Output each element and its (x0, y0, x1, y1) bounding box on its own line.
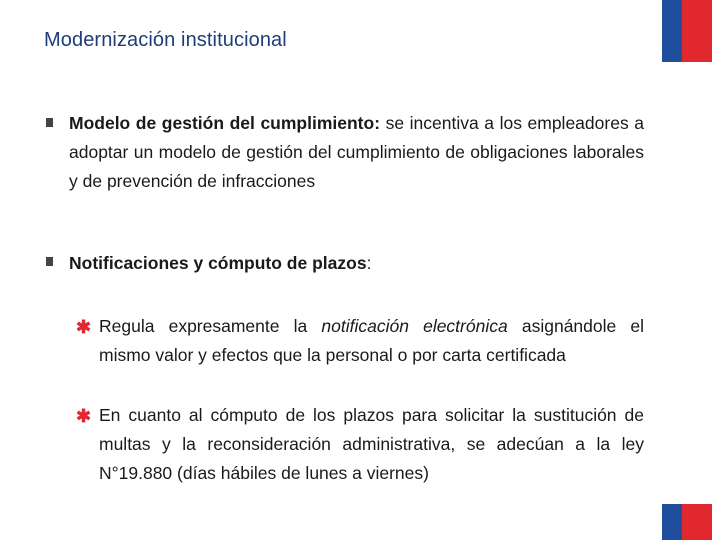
subbullet-1-after: asignándole el mismo valor y efectos que la personal o por carta certificada (99, 316, 645, 365)
flag-logo-bottom (662, 504, 712, 540)
asterisk-icon: ✱ (76, 317, 92, 337)
subbullet-paragraph-2 (99, 401, 644, 488)
flag-red-stripe (682, 0, 712, 62)
subbullet-paragraph-1 (99, 312, 644, 370)
flag-blue-stripe (662, 504, 682, 540)
subbullet-1-italic: notificación electrónica (321, 316, 508, 336)
bullet-2-bold: Notificaciones y cómputo de plazos (69, 253, 367, 273)
bullet-2-text: : (366, 253, 372, 273)
subbullet-2-text: En cuanto al cómputo de los plazos para solicitar la sustitución de multas y la reconsideración administrativa, se adecúan a la ley N°19.880 (días hábiles de lunes a viernes) (99, 405, 644, 483)
subbullet-1-before: Regula expresamente la (99, 316, 322, 336)
bullet-paragraph-1 (69, 109, 644, 196)
flag-blue-stripe (662, 0, 682, 62)
square-bullet-icon (46, 257, 53, 266)
bullet-1-text: se incentiva a los empleadores a adoptar un modelo de gestión del cumplimiento de obligaciones laborales y de prevención de infracciones (69, 113, 644, 191)
bullet-paragraph-2 (69, 249, 644, 278)
flag-logo-top (662, 0, 712, 62)
slide-title: Modernización institucional (44, 29, 287, 51)
flag-red-stripe (682, 504, 712, 540)
square-bullet-icon (46, 118, 53, 127)
bullet-1-bold: Modelo de gestión del cumplimiento: (69, 113, 381, 133)
asterisk-icon: ✱ (76, 406, 92, 426)
